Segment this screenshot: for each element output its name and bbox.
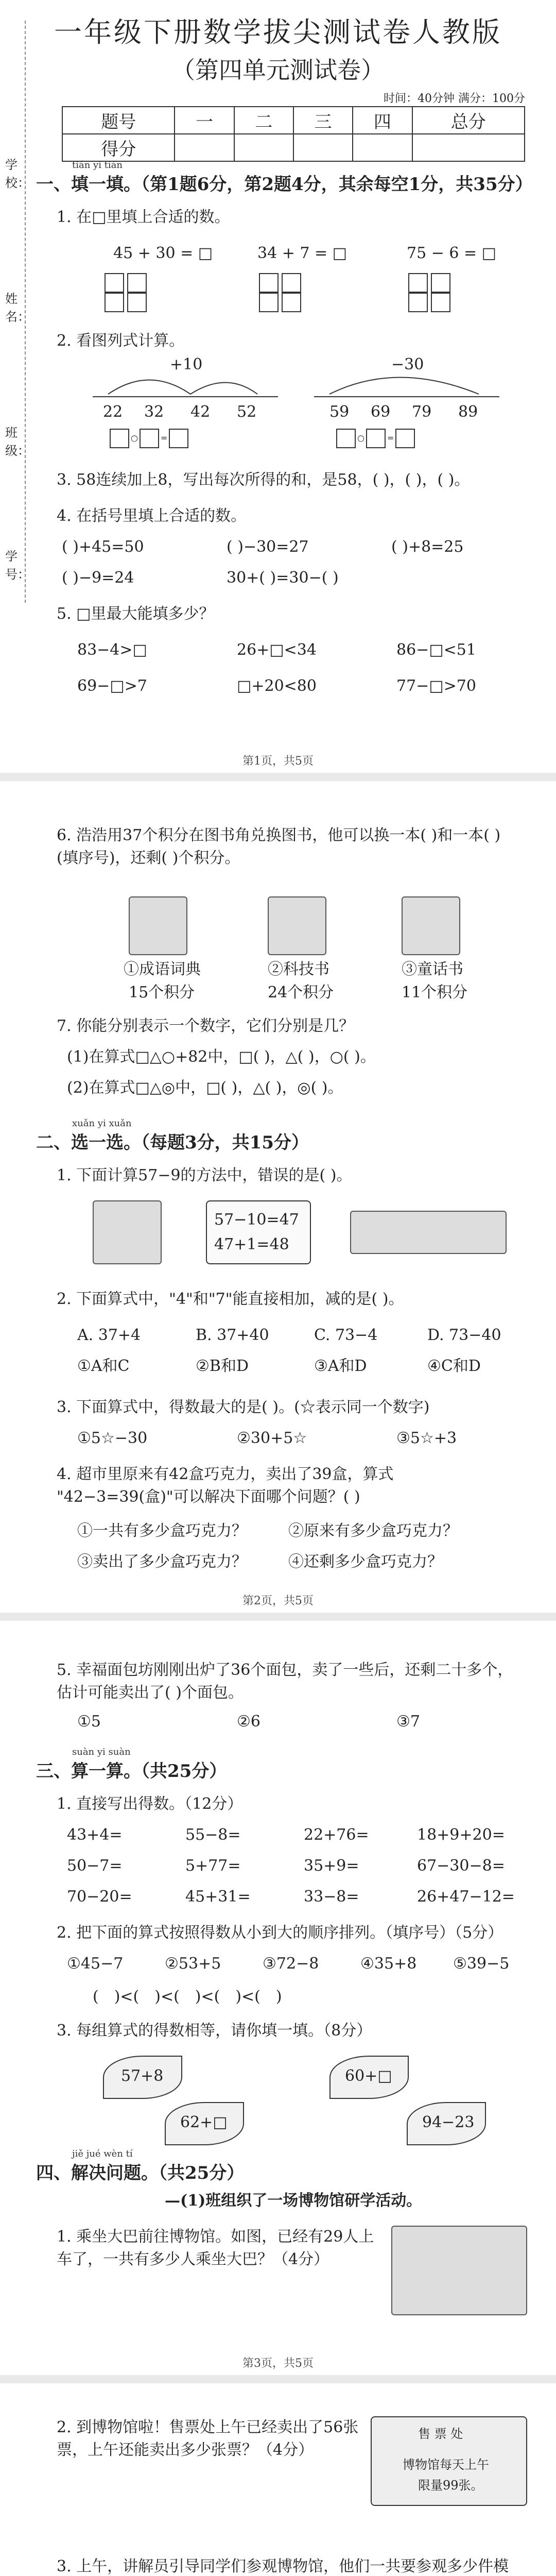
score-head: 四	[353, 107, 412, 134]
s2-q2-opt: C. 73−4	[314, 1326, 378, 1344]
s1-q1-eq2: 34 + 7 = □	[257, 244, 348, 262]
s2-q3-opt[interactable]: ③5☆+3	[396, 1429, 457, 1447]
score-cell[interactable]	[353, 134, 412, 161]
method-card	[206, 1200, 311, 1264]
s3-q3: 3. 每组算式的得数相等，请你填一填。（8分）	[57, 2022, 372, 2040]
counting-sticks-icon	[350, 1211, 507, 1254]
score-cell[interactable]	[234, 134, 293, 161]
s2-q4-opt[interactable]: ③卖出了多少盒巧克力？	[77, 1553, 247, 1571]
score-cell[interactable]	[175, 134, 234, 161]
calc-item[interactable]: 45+31=	[185, 1888, 251, 1906]
s1-q4-item: ( )+45=50	[62, 538, 144, 556]
s1-q5-item: □+20<80	[237, 677, 317, 695]
side-label-class: 班级：	[5, 426, 30, 458]
score-head: 二	[234, 107, 293, 134]
s2-q4: 4. 超市里原来有42盒巧克力，卖出了39盒，算式 "42−3=39(盒)"可以解决下面哪个问题？( )	[57, 1465, 394, 1506]
section3-pinyin: suàn yi suàn	[72, 1747, 131, 1757]
score-table	[62, 106, 525, 162]
s1-q2: 2. 看图列式计算。	[57, 332, 185, 350]
method-line: 47+1=48	[214, 1235, 289, 1253]
leaf-text[interactable]: 60+□	[345, 2067, 392, 2085]
ticket-note: 博物馆每天上午	[403, 2458, 489, 2472]
s4-q1: 1. 乘坐大巴前往博物馆。如图，已经有29人上车了，一共有多少人乘坐大巴？（4分）	[57, 2228, 374, 2268]
nl-left-tick: 42	[190, 403, 211, 421]
s2-q3-opt[interactable]: ②30+5☆	[237, 1429, 307, 1447]
order-item: ⑤39−5	[453, 1955, 510, 1973]
s2-q2-ans[interactable]: ④C和D	[427, 1357, 481, 1375]
nl-left-tick: 32	[144, 403, 164, 421]
page-separator	[0, 1613, 556, 1621]
s1-q1-workbox2	[257, 273, 303, 312]
side-label-name: 姓名：	[5, 292, 30, 324]
calc-item[interactable]: 18+9+20=	[417, 1826, 505, 1844]
nl-right-step: −30	[391, 355, 424, 374]
method-line: 57−10=47	[214, 1211, 299, 1229]
s1-q5: 5. □里最大能填多少？	[57, 605, 215, 623]
side-label-number: 学号：	[5, 549, 30, 582]
page-separator	[0, 773, 556, 781]
score-label: 得分	[62, 134, 175, 161]
s2-q3: 3. 下面算式中，得数最大的是( )。(☆表示同一个数字)	[57, 1398, 430, 1416]
order-item: ③72−8	[263, 1955, 319, 1973]
s1-q6: 6. 浩浩用37个积分在图书角兑换图书，他可以换一本( )和一本( )(填序号)，还剩( )个积分。	[57, 826, 501, 867]
s2-q5-opt[interactable]: ③7	[396, 1713, 420, 1731]
s1-q7-item: (2)在算式□△◎中，□( )，△( )，◎( )。	[67, 1079, 343, 1097]
s1-q1-workbox1	[103, 273, 148, 312]
dictionary-book-icon	[129, 896, 187, 955]
calc-item[interactable]: 5+77=	[185, 1857, 241, 1875]
nl-left-step: +10	[170, 355, 203, 374]
score-head: 一	[175, 107, 234, 134]
s2-q2-opt: B. 37+40	[196, 1326, 269, 1344]
section2-pinyin: xuǎn yi xuǎn	[72, 1118, 132, 1129]
s1-q5-item: 83−4>□	[77, 641, 147, 659]
s2-q2-opt: A. 37+4	[77, 1326, 141, 1344]
side-label-school: 学校：	[5, 158, 30, 190]
page-number: 第2页，共5页	[242, 1595, 314, 1607]
book-name: ③童话书	[402, 960, 463, 978]
s3-q1: 1. 直接写出得数。（12分）	[57, 1795, 243, 1813]
nl-left-tick: 52	[237, 403, 257, 421]
s1-q2-ans-left: ○ =	[108, 429, 190, 448]
book-points: 24个积分	[268, 984, 334, 1002]
order-answer-row[interactable]: ( )<( )<( )<( )<( )	[93, 1988, 282, 2006]
page-title: 一年级下册数学拔尖测试卷人教版	[54, 16, 502, 48]
s2-q3-opt[interactable]: ①5☆−30	[77, 1429, 148, 1447]
s1-q4-item: 30+( )=30−( )	[227, 569, 339, 587]
abacus-icon	[93, 1200, 162, 1264]
s3-q2: 2. 把下面的算式按照得数从小到大的顺序排列。（填序号）（5分）	[57, 1924, 503, 1942]
calc-item[interactable]: 26+47−12=	[417, 1888, 515, 1906]
s1-q1: 1. 在□里填上合适的数。	[57, 208, 230, 226]
s2-q5-opt[interactable]: ①5	[77, 1713, 101, 1731]
calc-item[interactable]: 67−30−8=	[417, 1857, 505, 1875]
order-item: ①45−7	[67, 1955, 124, 1973]
s1-q4: 4. 在括号里填上合适的数。	[57, 507, 247, 525]
score-head: 总分	[412, 107, 525, 134]
calc-item[interactable]: 22+76=	[304, 1826, 369, 1844]
calc-item[interactable]: 43+4=	[67, 1826, 123, 1844]
s2-q2-ans[interactable]: ①A和C	[77, 1357, 130, 1375]
score-head: 三	[293, 107, 353, 134]
section4-pinyin: jiě jué wèn tí	[72, 2148, 133, 2159]
page-number: 第1页，共5页	[242, 755, 314, 768]
s2-q2-opt: D. 73−40	[427, 1326, 501, 1344]
s2-q2-ans[interactable]: ②B和D	[196, 1357, 249, 1375]
ticket-note: 限量99张。	[418, 2478, 483, 2493]
nl-right-tick: 59	[329, 403, 350, 421]
s1-q5-item: 69−□>7	[77, 677, 147, 695]
book-points: 11个积分	[402, 984, 468, 1002]
s1-q7: 7. 你能分别表示一个数字，它们分别是几？	[57, 1017, 355, 1035]
page-separator	[0, 2375, 556, 2383]
activity-banner: —(1)班组织了一场博物馆研学活动。	[165, 2192, 422, 2210]
bus-icon	[391, 2226, 527, 2315]
s2-q2: 2. 下面算式中，"4"和"7"能直接相加，减的是( )。	[57, 1290, 404, 1308]
s1-q7-item: (1)在算式□△○+82中，□( )，△( )，○( )。	[67, 1048, 376, 1066]
nl-right-tick: 89	[458, 403, 478, 421]
leaf-text: 57+8	[121, 2067, 164, 2085]
calc-item[interactable]: 35+9=	[304, 1857, 359, 1875]
ticket-sign: 售 票 处	[418, 2427, 463, 2441]
section2-title: 二、选一选。（每题3分，共15分）	[36, 1132, 309, 1153]
page-subtitle: （第四单元测试卷）	[171, 56, 385, 84]
leaf-text[interactable]: 62+□	[180, 2113, 228, 2131]
s2-q4-opt[interactable]: ②原来有多少盒巧克力？	[288, 1522, 458, 1540]
order-item: ④35+8	[360, 1955, 417, 1973]
book-name: ①成语词典	[124, 960, 201, 978]
science-book-icon	[268, 896, 326, 955]
ticket-booth	[371, 2416, 527, 2506]
calc-item[interactable]: 55−8=	[185, 1826, 241, 1844]
s2-q5-opt[interactable]: ②6	[237, 1713, 260, 1731]
s1-q1-eq1: 45 + 30 = □	[113, 244, 213, 262]
calc-item[interactable]: 33−8=	[304, 1888, 359, 1906]
section1-pinyin: tián yi tián	[72, 160, 123, 171]
s2-q5: 5. 幸福面包坊刚刚出炉了36个面包，卖了一些后，还剩二十多个，估计可能卖出了( )个面包。	[57, 1661, 513, 1702]
s2-q2-ans[interactable]: ③A和D	[314, 1357, 367, 1375]
book-name: ②科技书	[268, 960, 329, 978]
nl-right-tick: 69	[371, 403, 391, 421]
s1-q1-workbox3	[407, 273, 452, 312]
s1-q2-ans-right: ○ =	[335, 429, 416, 448]
score-head: 题号	[62, 107, 175, 134]
book-points: 15个积分	[129, 984, 195, 1002]
s1-q4-item: ( )−30=27	[227, 538, 309, 556]
score-cell[interactable]	[412, 134, 525, 161]
s1-q5-item: 86−□<51	[396, 641, 476, 659]
page-number: 第3页，共5页	[242, 2357, 314, 2370]
s1-q3: 3. 58连续加上8，写出每次所得的和，是58，( )，( )，( )。	[57, 471, 470, 489]
calc-item[interactable]: 70−20=	[67, 1888, 132, 1906]
s1-q1-eq3: 75 − 6 = □	[407, 244, 497, 262]
s4-q2: 2. 到博物馆啦！售票处上午已经卖出了56张票，上午还能卖出多少张票？（4分）	[57, 2418, 359, 2459]
section3-title: 三、算一算。（共25分）	[36, 1761, 227, 1782]
leaf-text: 94−23	[422, 2113, 475, 2131]
score-cell[interactable]	[293, 134, 353, 161]
calc-item[interactable]: 50−7=	[67, 1857, 123, 1875]
s2-q1: 1. 下面计算57−9的方法中，错误的是( )。	[57, 1166, 352, 1184]
section4-title: 四、解决问题。（共25分）	[36, 2163, 245, 2183]
s1-q4-item: ( )−9=24	[62, 569, 134, 587]
s2-q4-opt[interactable]: ①一共有多少盒巧克力？	[77, 1522, 247, 1540]
section1-title: 一、填一填。（第1题6分，第2题4分，其余每空1分，共35分）	[36, 174, 533, 195]
fairytale-book-icon	[402, 896, 460, 955]
s1-q4-item: ( )+8=25	[391, 538, 464, 556]
s1-q5-item: 77−□>70	[396, 677, 476, 695]
s1-q5-item: 26+□<34	[237, 641, 317, 659]
nl-left-tick: 22	[103, 403, 123, 421]
s2-q4-opt[interactable]: ④还剩多少盒巧克力？	[288, 1553, 443, 1571]
s4-q3: 3. 上午，讲解员引导同学们参观博物馆，他们一共要参观多少件模	[57, 2557, 509, 2575]
order-item: ②53+5	[165, 1955, 221, 1973]
exam-meta: 时间：40分钟 满分：100分	[384, 92, 525, 105]
nl-right-tick: 79	[412, 403, 432, 421]
